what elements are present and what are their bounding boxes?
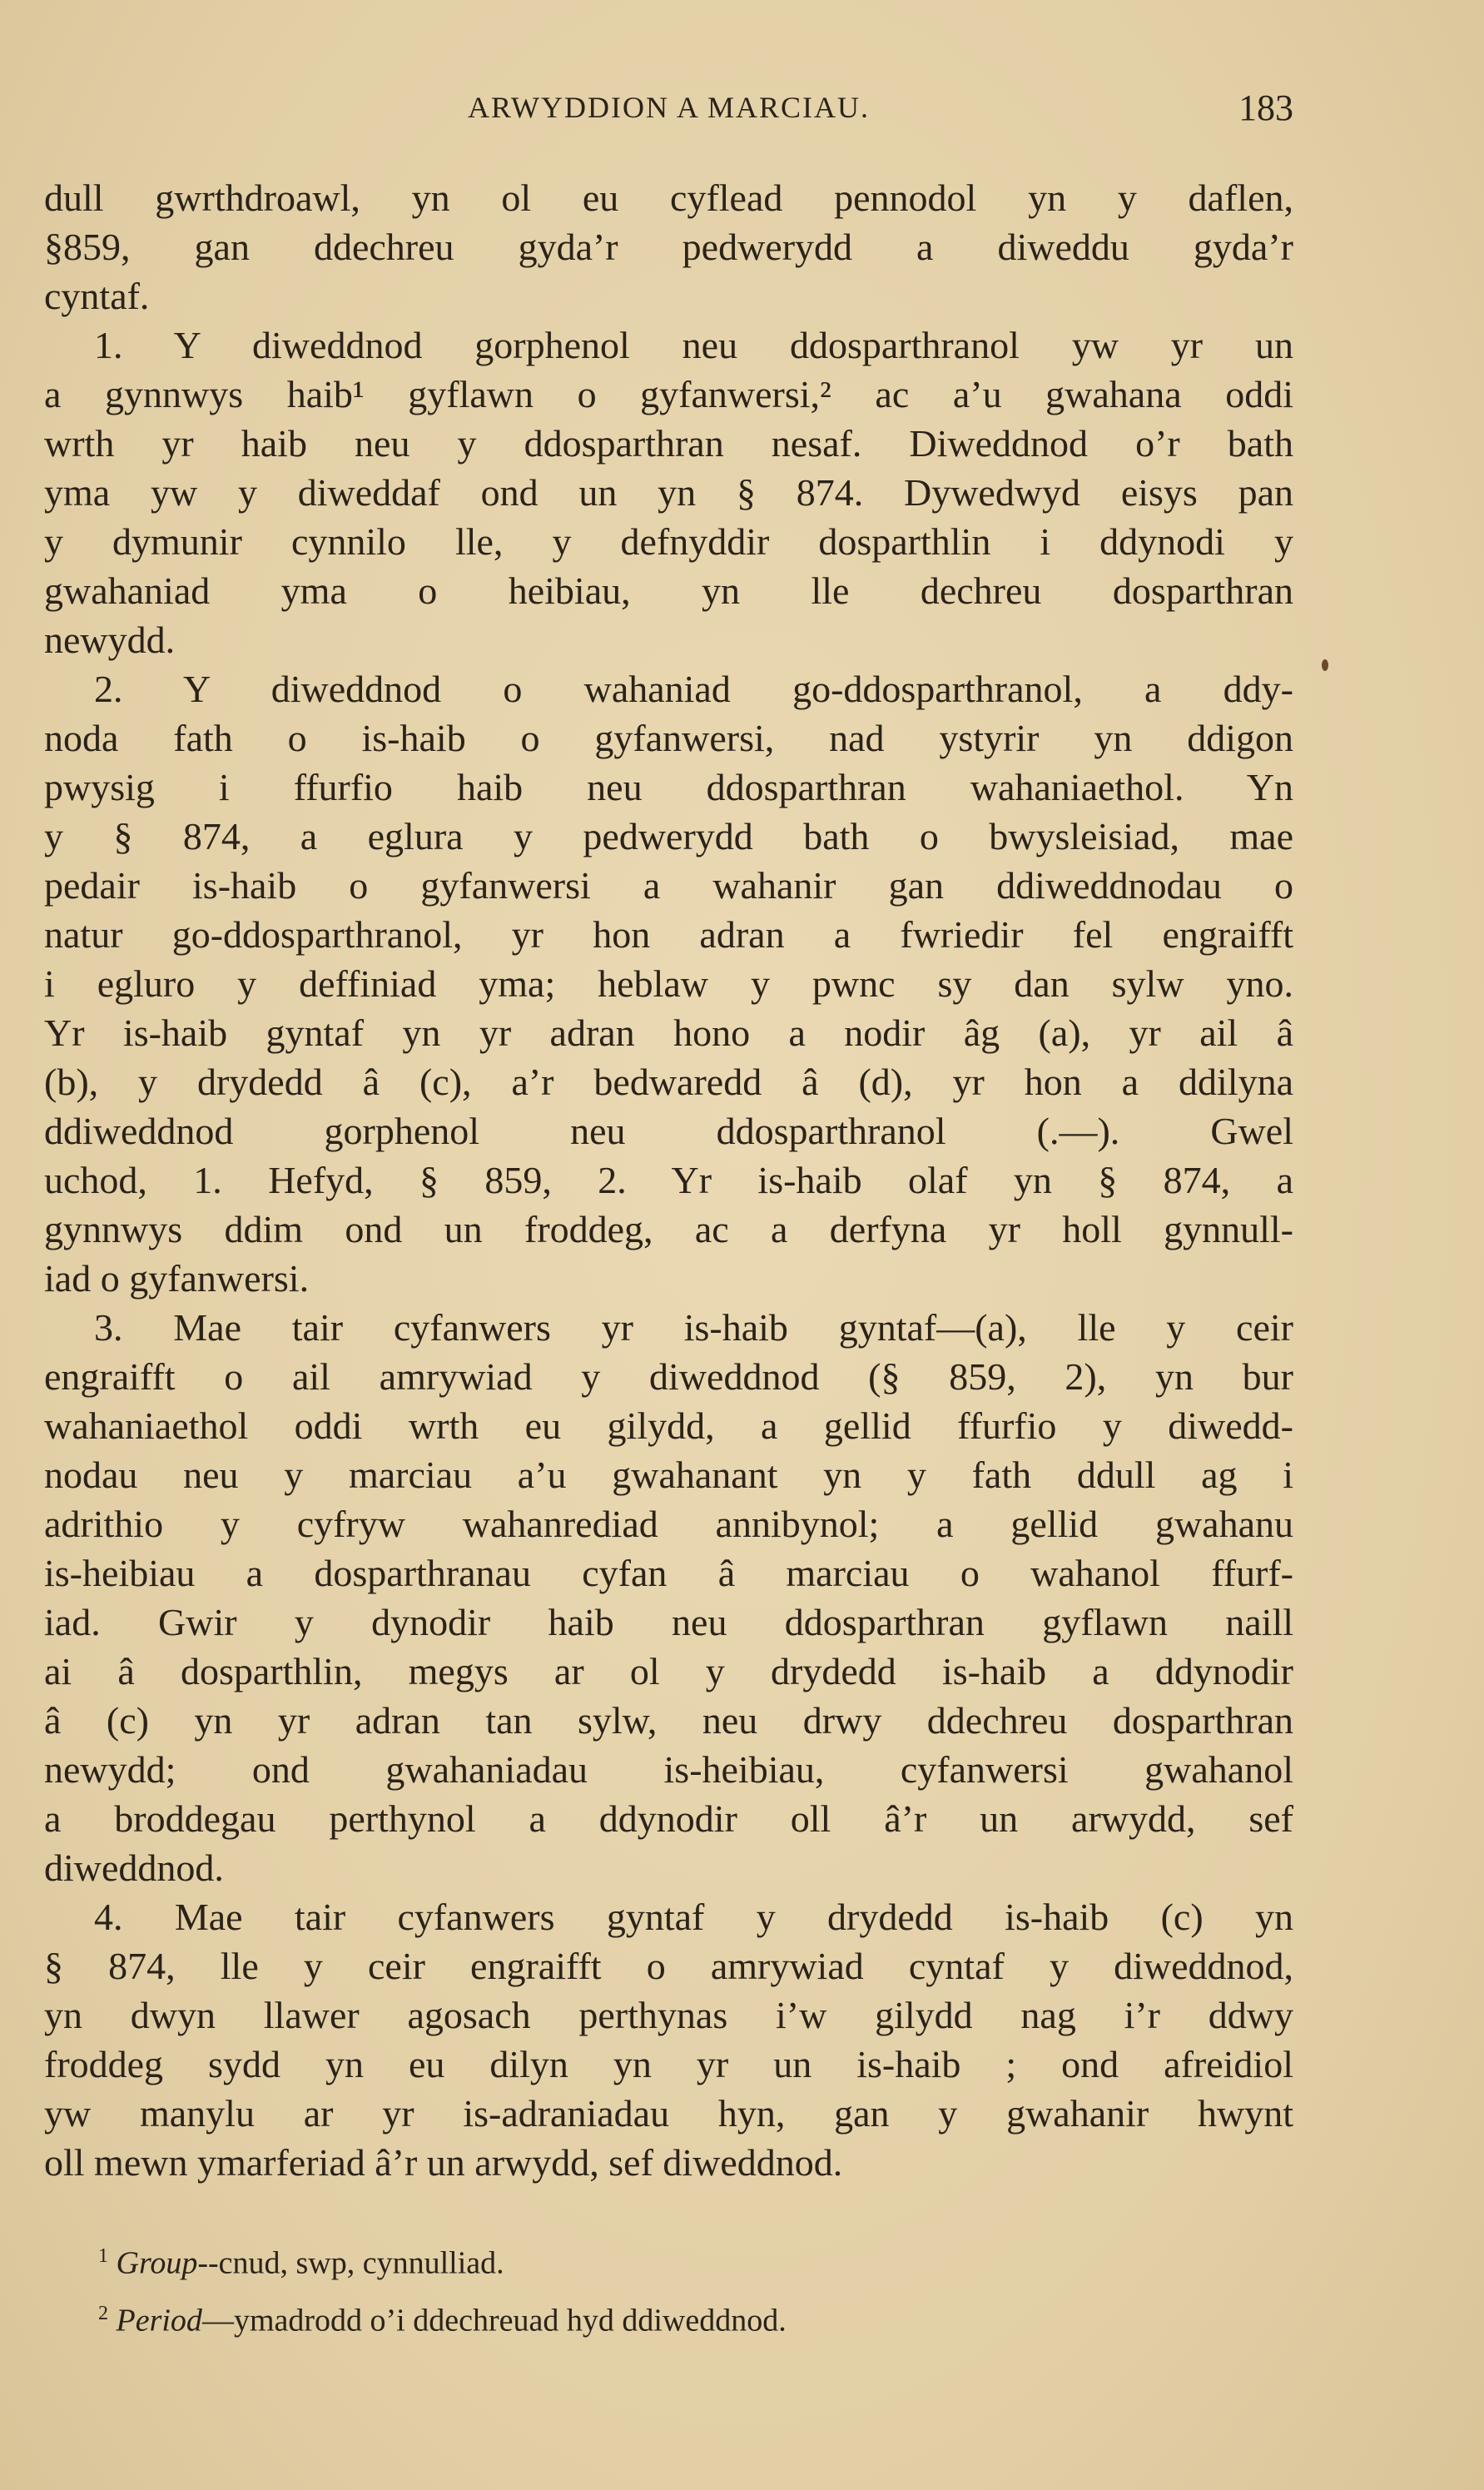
footnote-term: Period <box>116 2303 202 2338</box>
text-line: adrithio y cyfryw wahanrediad annibynol; a gellid gwahanu <box>44 1503 1293 1545</box>
footnote-term: Group <box>116 2245 198 2281</box>
text-line: 1. Y diweddnod gorphenol neu ddosparthranol yw yr un <box>94 324 1293 366</box>
text-line: gynnwys ddim ond un froddeg, ac a derfyna yr holl gynnull- <box>44 1208 1293 1250</box>
text-line: yma yw y diweddaf ond un yn § 874. Dywedwyd eisys pan <box>44 471 1293 514</box>
text-line: 2. Y diweddnod o wahaniad go-ddosparthranol, a ddy- <box>94 668 1293 710</box>
text-line: §859, gan ddechreu gyda’r pedwerydd a diweddu gyda’r <box>44 226 1293 268</box>
text-line: gwahaniad yma o heibiau, yn lle dechreu dosparthran <box>44 569 1293 612</box>
text-line: natur go-ddosparthranol, yr hon adran a fwriedir fel engraifft <box>44 913 1293 956</box>
text-line: engraifft o ail amrywiad y diweddnod (§ 859, 2), yn bur <box>44 1355 1293 1398</box>
text-line: newydd; ond gwahaniadau is-heibiau, cyfanwersi gwahanol <box>44 1748 1293 1791</box>
text-line: â (c) yn yr adran tan sylw, neu drwy ddechreu dosparthran <box>44 1699 1293 1742</box>
ink-spot <box>1322 659 1328 671</box>
footnote-mark: 1 <box>98 2245 108 2267</box>
footnotes <box>98 2231 787 2345</box>
footnote-mark: 2 <box>98 2302 108 2324</box>
running-head <box>44 87 1293 128</box>
text-line: uchod, 1. Hefyd, § 859, 2. Yr is-haib olaf yn § 874, a <box>44 1159 1293 1201</box>
text-line: diweddnod. <box>44 1846 224 1889</box>
text-line: cyntaf. <box>44 275 150 317</box>
text-line: § 874, lle y ceir engraifft o amrywiad cyntaf y diweddnod, <box>44 1945 1293 1987</box>
text-line: nodau neu y marciau a’u gwahanant yn y fath ddull ag i <box>44 1454 1293 1496</box>
text-line: i egluro y deffiniad yma; heblaw y pwnc sy dan sylw yno. <box>44 962 1293 1005</box>
text-line: is-heibiau a dosparthranau cyfan â marciau o wahanol ffurf- <box>44 1552 1293 1594</box>
footnote <box>98 2289 787 2346</box>
body-text <box>44 173 1293 2187</box>
text-line: ai â dosparthlin, megys ar ol y drydedd is-haib a ddynodir <box>44 1650 1293 1692</box>
text-line: y § 874, a eglura y pedwerydd bath o bwysleisiad, mae <box>44 815 1293 857</box>
text-line: froddeg sydd yn eu dilyn yn yr un is-haib ; ond afreidiol <box>44 2043 1293 2085</box>
running-head-title: ARWYDDION A MARCIAU. <box>467 91 871 124</box>
text-line: 3. Mae tair cyfanwers yr is-haib gyntaf—(a), lle y ceir <box>94 1306 1293 1349</box>
text-line: newydd. <box>44 619 176 661</box>
text-line: dull gwrthdroawl, yn ol eu cyflead pennodol yn y daflen, <box>44 176 1293 219</box>
text-line: Yr is-haib gyntaf yn yr adran hono a nodir âg (a), yr ail â <box>44 1011 1293 1054</box>
text-line: noda fath o is-haib o gyfanwersi, nad ystyrir yn ddigon <box>44 717 1293 759</box>
text-line: yn dwyn llawer agosach perthynas i’w gilydd nag i’r ddwy <box>44 1994 1293 2036</box>
text-line: y dymunir cynnilo lle, y defnyddir dosparthlin i ddynodi y <box>44 520 1293 563</box>
text-line: ddiweddnod gorphenol neu ddosparthranol (.—). Gwel <box>44 1110 1293 1152</box>
text-line: 4. Mae tair cyfanwers gyntaf y drydedd is-haib (c) yn <box>94 1896 1293 1938</box>
footnote-text: --cnud, swp, cynnulliad. <box>197 2245 504 2281</box>
text-line: iad o gyfanwersi. <box>44 1257 310 1300</box>
text-line: pedair is-haib o gyfanwersi a wahanir gan ddiweddnodau o <box>44 864 1293 907</box>
text-line: wahaniaethol oddi wrth eu gilydd, a gellid ffurfio y diwedd- <box>44 1404 1293 1447</box>
text-line: a gynnwys haib¹ gyflawn o gyfanwersi,² ac a’u gwahana oddi <box>44 373 1293 415</box>
text-line: (b), y drydedd â (c), a’r bedwaredd â (d), yr hon a ddilyna <box>44 1061 1293 1103</box>
text-line: pwysig i ffurfio haib neu ddosparthran wahaniaethol. Yn <box>44 766 1293 808</box>
text-line: oll mewn ymarferiad â’r un arwydd, sef diweddnod. <box>44 2141 843 2184</box>
text-line: yw manylu ar yr is-adraniadau hyn, gan y gwahanir hwynt <box>44 2092 1293 2135</box>
page-number: 183 <box>1238 87 1293 128</box>
text-line: a broddegau perthynol a ddynodir oll â’r un arwydd, sef <box>44 1797 1293 1840</box>
footnote <box>98 2231 787 2289</box>
footnote-text: —ymadrodd o’i ddechreuad hyd ddiweddnod. <box>201 2303 787 2338</box>
text-line: iad. Gwir y dynodir haib neu ddosparthran gyflawn naill <box>44 1601 1293 1643</box>
text-line: wrth yr haib neu y ddosparthran nesaf. Diweddnod o’r bath <box>44 422 1293 465</box>
